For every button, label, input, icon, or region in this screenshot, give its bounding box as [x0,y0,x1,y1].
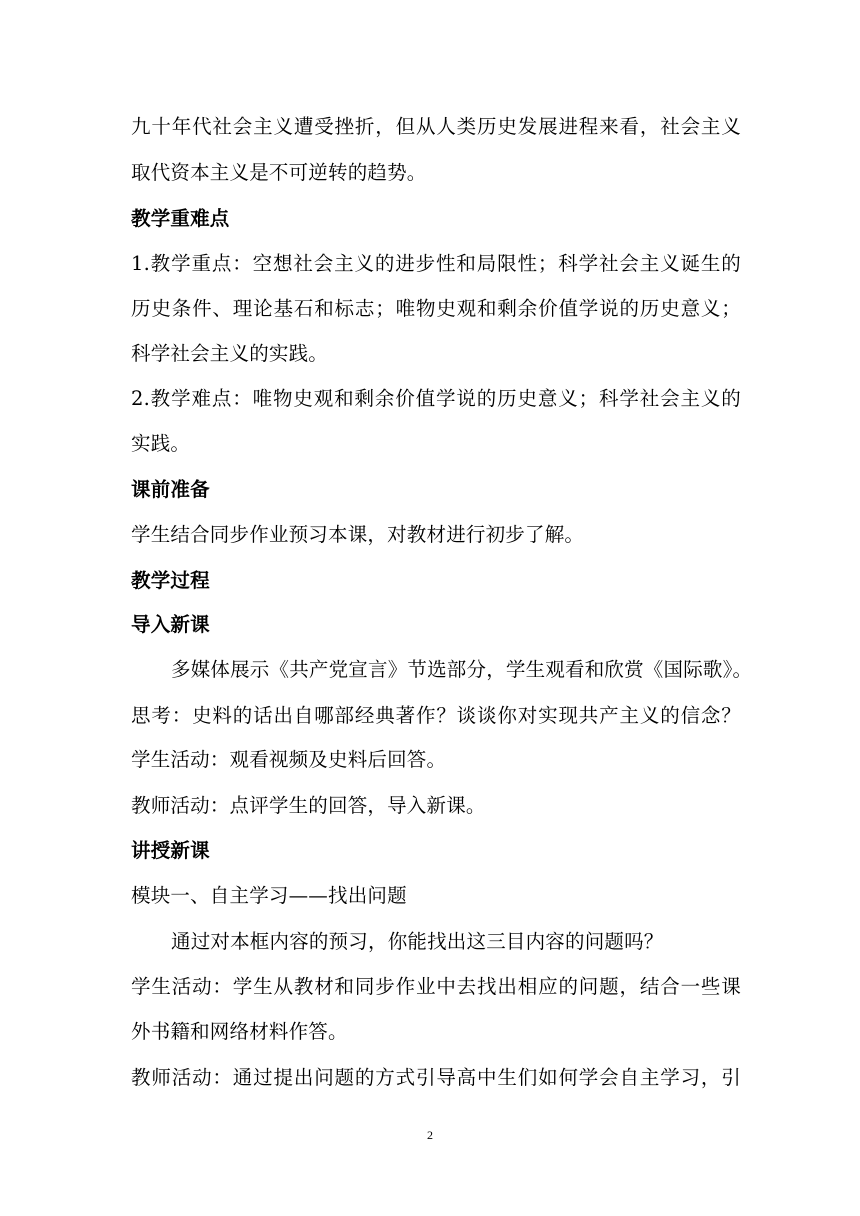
paragraph-line: 九十年代社会主义遭受挫折，但从人类历史发展进程来看，社会主义 [131,115,741,138]
paragraph-line: 学生结合同步作业预习本课，对教材进行初步了解。 [131,523,585,546]
section-heading: 讲授新课 [131,839,210,862]
paragraph-line: 外书籍和网络材料作答。 [131,1020,348,1043]
paragraph-line: 2.教学难点：唯物史观和剩余价值学说的历史意义；科学社会主义的 [131,387,741,410]
paragraph-line: 思考：史料的话出自哪部经典著作？谈谈你对实现共产主义的信念？ [131,704,741,727]
paragraph-line: 多媒体展示《共产党宣言》节选部分，学生观看和欣赏《国际歌》。 [171,658,753,681]
paragraph-line: 实践。 [131,432,191,455]
paragraph-line: 取代资本主义是不可逆转的趋势。 [131,161,427,184]
section-heading: 教学过程 [131,569,210,592]
paragraph-line: 模块一、自主学习——找出问题 [131,884,407,907]
page-number: 2 [427,1128,433,1142]
paragraph-line: 科学社会主义的实践。 [131,342,329,365]
paragraph-line: 历史条件、理论基石和标志；唯物史观和剩余价值学说的历史意义； [131,297,741,320]
paragraph-line: 学生活动：学生从教材和同步作业中去找出相应的问题，结合一些课 [131,975,741,998]
paragraph-line: 教师活动：通过提出问题的方式引导高中生们如何学会自主学习，引 [131,1066,741,1089]
paragraph-line: 学生活动：观看视频及史料后回答。 [131,748,447,771]
section-heading: 课前准备 [131,478,210,501]
section-heading: 教学重难点 [131,207,230,230]
section-heading: 导入新课 [131,613,210,636]
paragraph-line: 1.教学重点：空想社会主义的进步性和局限性；科学社会主义诞生的 [131,252,741,275]
paragraph-line: 教师活动：点评学生的回答，导入新课。 [131,794,486,817]
paragraph-line: 通过对本框内容的预习，你能找出这三目内容的问题吗？ [171,930,664,953]
